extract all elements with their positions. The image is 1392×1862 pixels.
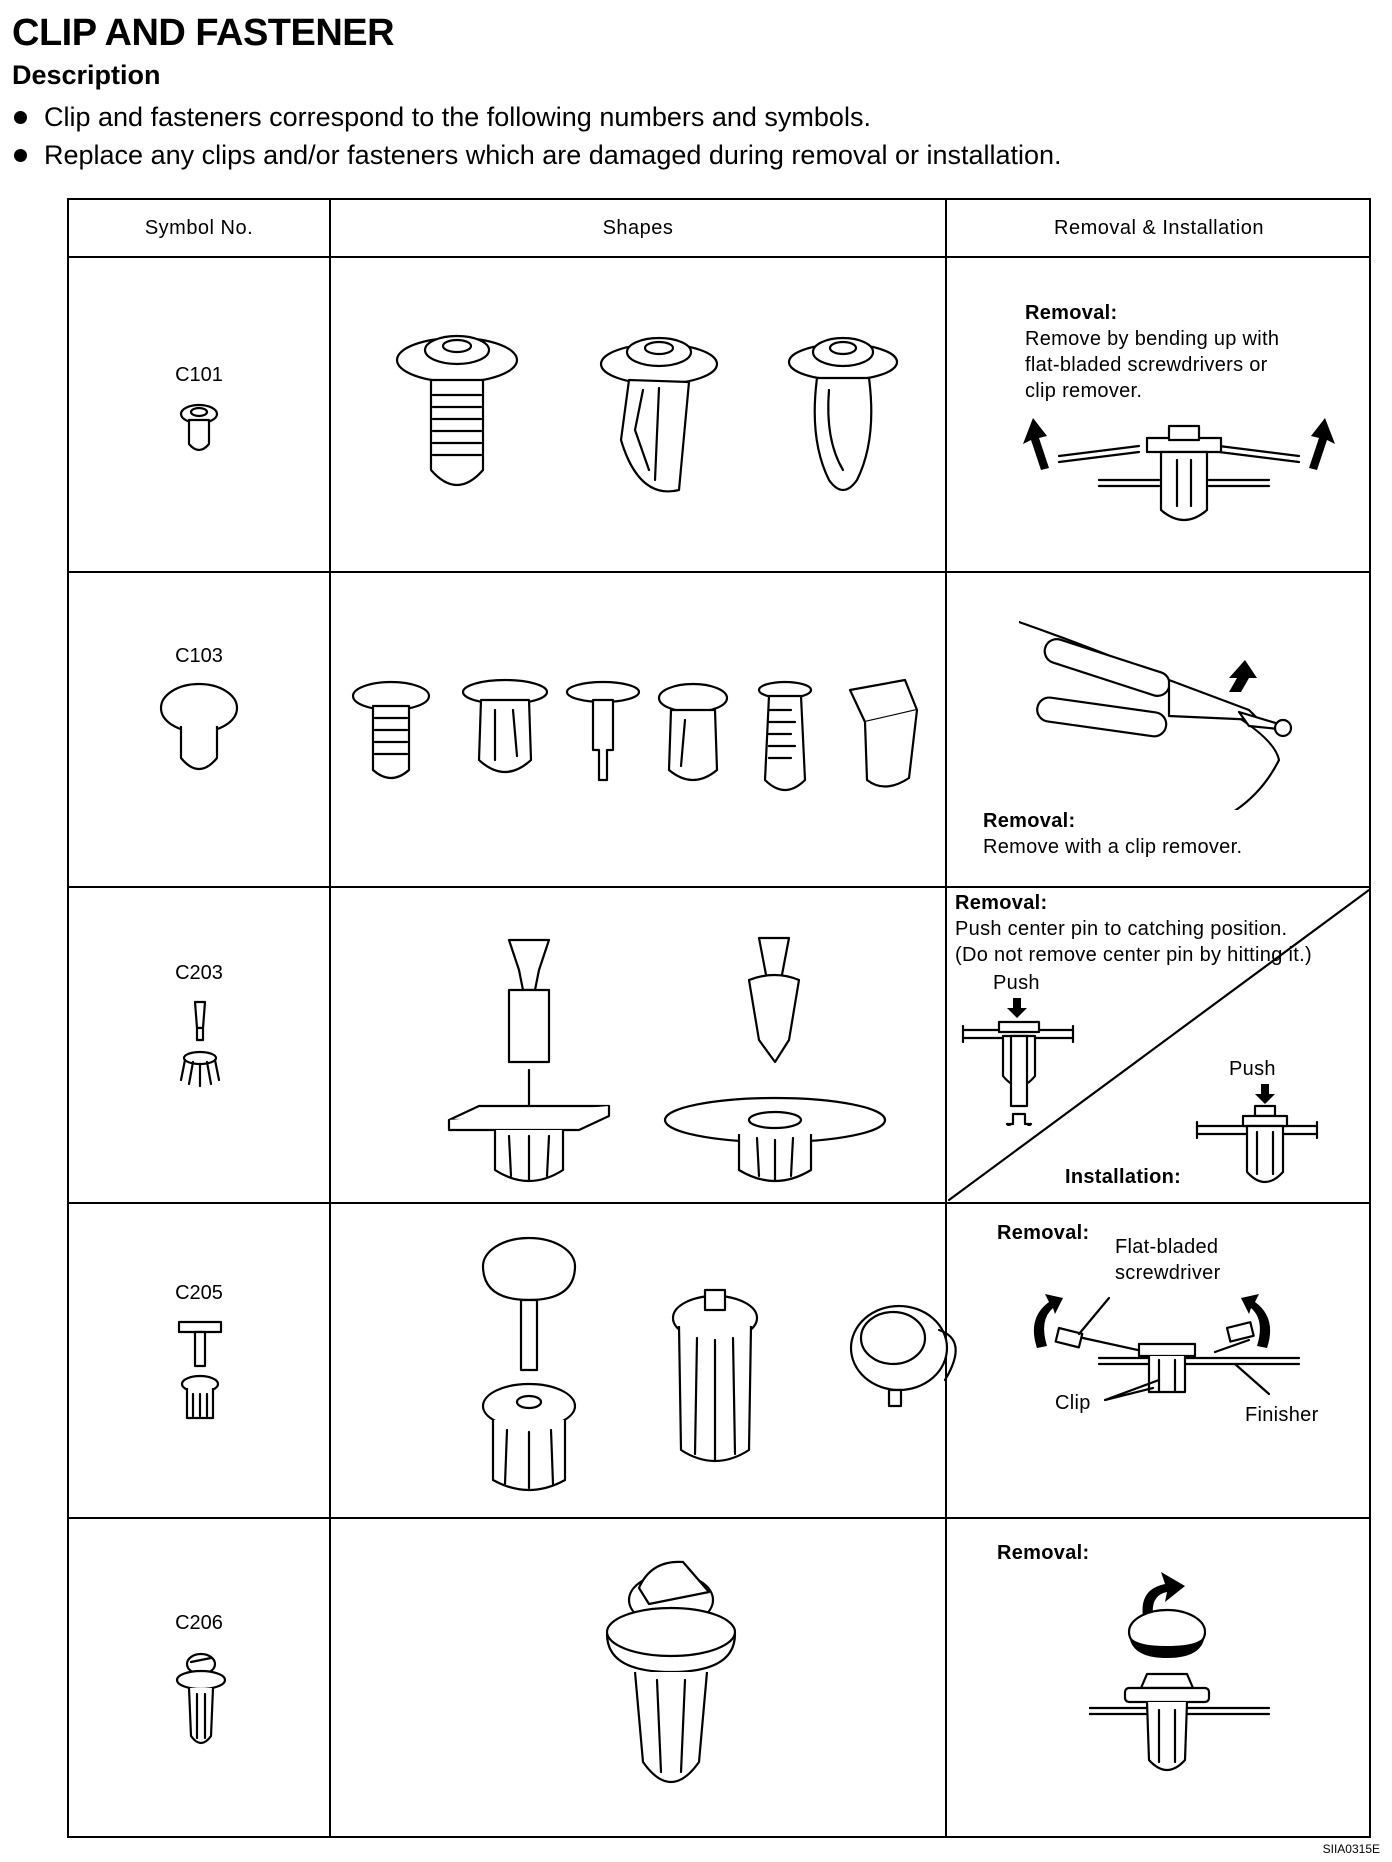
clip-label: Clip (1055, 1392, 1091, 1414)
removal-text-line: Remove with a clip remover. (983, 836, 1243, 858)
removal-label: Removal: (997, 1222, 1090, 1244)
c205-symbol-icon (175, 1318, 225, 1422)
removal-label: Removal: (997, 1542, 1090, 1564)
tool-label-line: Flat-bladed (1115, 1236, 1219, 1258)
c203-removal-diagram (959, 996, 1089, 1126)
bullet-item: Replace any clips and/or fasteners which are damaged during removal or installation. (10, 136, 1062, 174)
column-divider (329, 200, 331, 1836)
row-divider (69, 256, 1369, 258)
removal-text-line: (Do not remove center pin by hitting it.) (955, 944, 1312, 966)
removal-label: Removal: (1025, 302, 1118, 324)
row-divider (69, 571, 1369, 573)
removal-label: Removal: (955, 892, 1048, 914)
symbol-number: C103 (175, 645, 223, 667)
c206-symbol-icon (173, 1650, 229, 1750)
c203-shapes-figure (439, 930, 929, 1195)
c101-removal-diagram (1019, 410, 1349, 530)
bullet-item: Clip and fasteners correspond to the following numbers and symbols. (10, 98, 1062, 136)
row-divider (69, 1202, 1369, 1204)
tool-label-line: screwdriver (1115, 1262, 1221, 1284)
figure-id: SIIA0315E (1322, 1842, 1380, 1856)
c103-removal-diagram (1019, 620, 1359, 810)
c206-shapes-figure (599, 1552, 749, 1812)
section-heading: Description (12, 60, 161, 90)
column-header-symbol: Symbol No. (144, 217, 254, 239)
removal-text-line: flat-bladed screwdrivers or (1025, 354, 1268, 376)
column-header-shapes: Shapes (602, 217, 674, 239)
finisher-label: Finisher (1245, 1404, 1319, 1426)
description-list (10, 98, 1062, 174)
c203-symbol-icon (173, 1000, 227, 1090)
c103-shapes-figure (345, 670, 945, 800)
removal-label: Removal: (983, 810, 1076, 832)
removal-text-line: Push center pin to catching position. (955, 918, 1288, 940)
page-title: CLIP AND FASTENER (12, 12, 395, 54)
row-divider (69, 1517, 1369, 1519)
c101-shapes-figure (359, 330, 919, 550)
c205-shapes-figure (469, 1230, 999, 1500)
c206-removal-diagram (1089, 1570, 1279, 1790)
clip-fastener-table (67, 198, 1371, 1838)
installation-label: Installation: (1065, 1166, 1182, 1188)
c103-symbol-icon (157, 680, 241, 780)
push-label: Push (993, 972, 1040, 994)
symbol-number: C101 (175, 364, 223, 386)
symbol-number: C206 (175, 1612, 223, 1634)
c203-installation-diagram (1193, 1082, 1323, 1192)
symbol-number: C205 (175, 1282, 223, 1304)
c101-symbol-icon (177, 400, 221, 456)
symbol-number: C203 (175, 962, 223, 984)
removal-text-line: Remove by bending up with (1025, 328, 1280, 350)
removal-text-line: clip remover. (1025, 380, 1143, 402)
push-label: Push (1229, 1058, 1276, 1080)
column-header-removal: Removal & Installation (1054, 217, 1264, 239)
